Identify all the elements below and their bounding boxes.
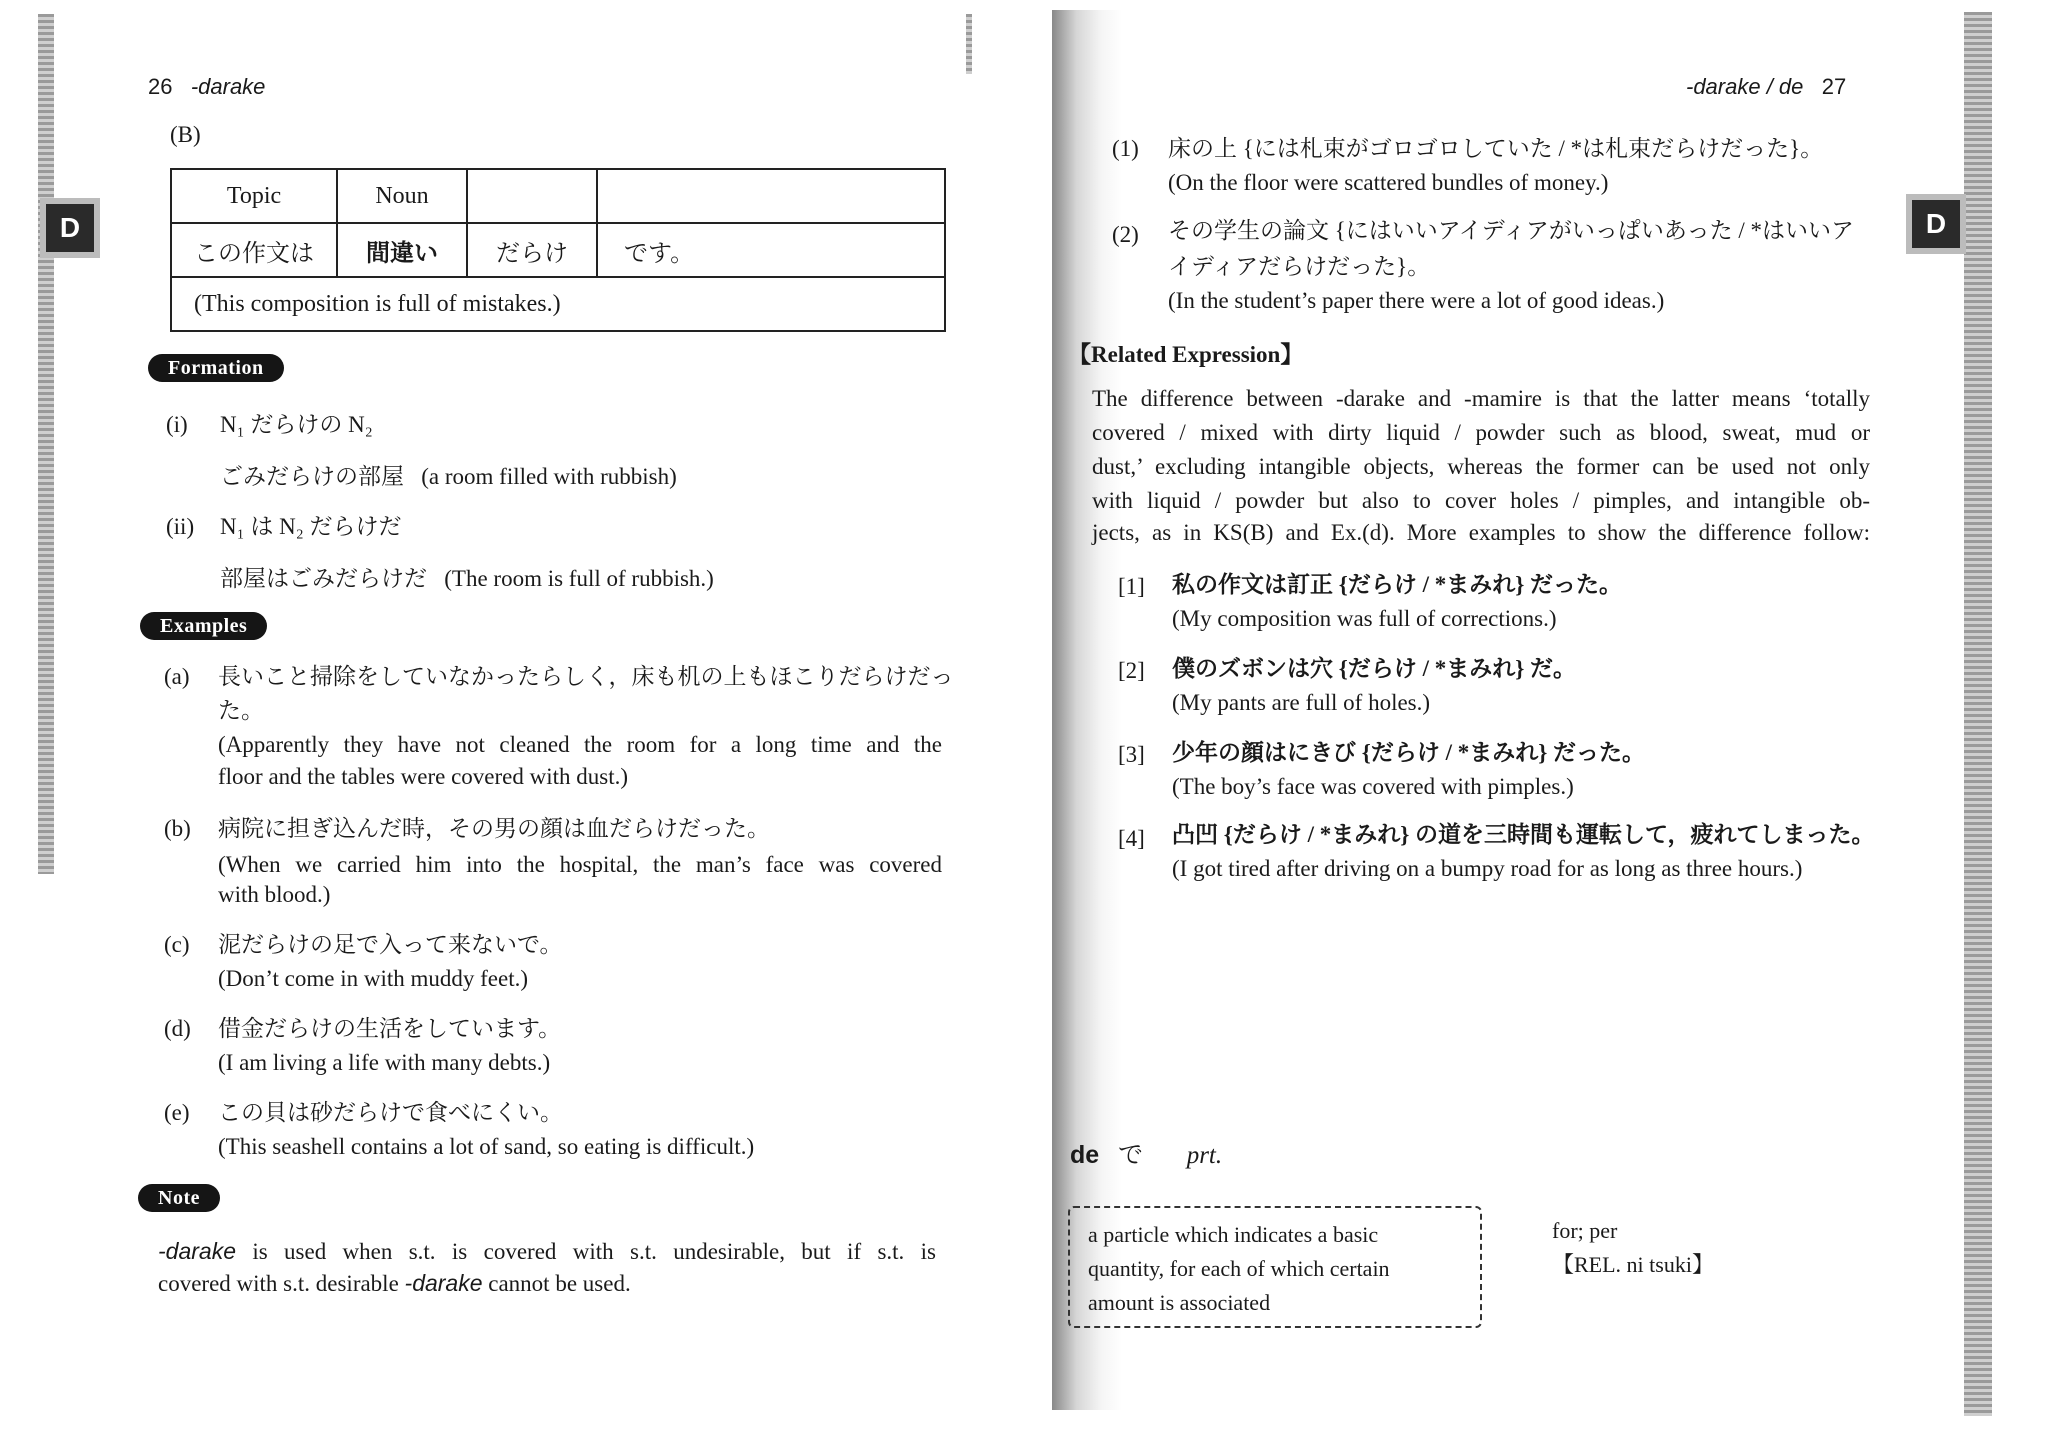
right-page-edge	[1964, 12, 1992, 1416]
entry-headword-line	[1070, 1140, 1222, 1171]
table-header-blank-2	[597, 169, 945, 223]
contrast-2-jp-line2: イディアだらけだった}。	[1168, 254, 1431, 279]
related-2-en: (My pants are full of holes.)	[1172, 690, 1431, 715]
definition-line-2: quantity, for each of which certain	[1088, 1256, 1390, 1281]
table-cell-topic: この作文は	[171, 223, 337, 277]
formation-example-gloss: (a room filled with rubbish)	[421, 464, 677, 489]
entry-headword: de	[1070, 1141, 1100, 1169]
related-num-3: [3]	[1118, 742, 1145, 767]
example-b-en-line2: with blood.)	[218, 882, 331, 907]
formation-num-2: (ii)	[166, 514, 195, 539]
example-a-en-line2: floor and the tables were covered with dust.)	[218, 764, 629, 789]
table-cell-noun: 間違い	[337, 223, 467, 277]
tab-letter: D	[1925, 208, 1947, 239]
page-number: 27	[1821, 74, 1847, 99]
formation-example-2	[220, 564, 714, 594]
related-line-1: The difference between -darake and -mamire is that the latter means ‘totally	[1092, 386, 1870, 411]
page-number: 26	[148, 74, 173, 99]
contrast-2-en: (In the student’s paper there were a lot of good ideas.)	[1168, 288, 1665, 313]
example-e-en: (This seashell contains a lot of sand, so eating is difficult.)	[218, 1134, 755, 1159]
formation-example-1	[220, 462, 677, 492]
formation-example-jp: ごみだらけの部屋	[220, 464, 404, 489]
contrast-num-1: (1)	[1112, 136, 1139, 161]
tab-letter: D	[59, 212, 81, 243]
table-header-noun: Noun	[337, 169, 467, 223]
related-3-en: (The boy’s face was covered with pimples.)	[1172, 774, 1574, 799]
note-text: is used when s.t. is covered with s.t. undesirable, but if s.t. is	[235, 1239, 936, 1264]
formation-example-gloss: (The room is full of rubbish.)	[444, 566, 714, 591]
example-e-jp: この貝は砂だらけで食べにくい。	[218, 1100, 563, 1125]
example-num-c: (c)	[164, 932, 190, 957]
example-d-en: (I am living a life with many debts.)	[218, 1050, 551, 1075]
section-b-label: (B)	[170, 122, 201, 147]
note-label: Note	[138, 1184, 220, 1212]
contrast-2-jp-line1: その学生の論文 {にはいいアイディアがいっぱいあった / *はいいア	[1168, 218, 1855, 243]
example-c-jp: 泥だらけの足で入って来ないで。	[218, 932, 563, 957]
related-4-en: (I got tired after driving on a bumpy road for as long as three hours.)	[1172, 856, 1803, 881]
related-num-1: [1]	[1118, 574, 1145, 599]
entry-kana: で	[1117, 1142, 1143, 1169]
related-1-en: (My composition was full of corrections.)	[1172, 606, 1557, 631]
example-a-jp-line1: 長いこと掃除をしていなかったらしく，床も机の上もほこりだらけだっ	[218, 664, 954, 689]
formation-pattern-2: N₁ は N₂ だらけだ	[220, 514, 402, 539]
left-running-head	[148, 74, 265, 100]
table-cell-desu: です。	[597, 223, 945, 277]
running-title: -darake / de	[1686, 74, 1804, 99]
contrast-1-jp: 床の上 {には札束がゴロゴロしていた / *は札束だらけだった}。	[1168, 136, 1824, 161]
note-term: -darake	[158, 1238, 236, 1264]
table-row	[171, 223, 945, 277]
table-header-topic: Topic	[171, 169, 337, 223]
example-b-jp: 病院に担ぎ込んだ時，その男の顔は血だらけだった。	[218, 816, 770, 841]
example-c-en: (Don’t come in with muddy feet.)	[218, 966, 529, 991]
contrast-num-2: (2)	[1112, 222, 1139, 247]
note-line-2	[158, 1268, 631, 1299]
center-left-edge	[966, 14, 972, 74]
table-translation: (This composition is full of mistakes.)	[171, 277, 945, 331]
example-num-e: (e)	[164, 1100, 190, 1125]
section-tab-d	[1906, 194, 1966, 254]
related-line-4: with liquid / powder but also to cover holes / pimples, and intangible ob-	[1092, 488, 1870, 513]
related-3-jp: 少年の顔はにきび {だらけ / *まみれ} だった。	[1172, 740, 1646, 765]
note-text: covered with s.t. desirable	[158, 1271, 405, 1296]
example-d-jp: 借金だらけの生活をしています。	[218, 1016, 562, 1041]
related-line-2: covered / mixed with dirty liquid / powder such as blood, sweat, mud or	[1092, 420, 1870, 445]
example-num-a: (a)	[164, 664, 190, 689]
example-b-en-line1: (When we carried him into the hospital, the man’s face was covered	[218, 852, 942, 877]
related-line-5: jects, as in KS(B) and Ex.(d). More examples to show the difference follow:	[1092, 520, 1870, 545]
definition-line-3: amount is associated	[1088, 1290, 1271, 1315]
related-4-jp: 凸凹 {だらけ / *まみれ} の道を三時間も運転して，疲れてしまった。	[1172, 822, 1875, 847]
related-1-jp: 私の作文は訂正 {だらけ / *まみれ} だった。	[1172, 572, 1623, 597]
formation-pattern-1: N₁ だらけの N₂	[220, 412, 373, 437]
example-a-en-line1: (Apparently they have not cleaned the room for a long time and the	[218, 732, 942, 757]
running-title: -darake	[190, 74, 266, 99]
entry-pos: prt.	[1186, 1142, 1223, 1169]
related-expression-heading: 【Related Expression】	[1068, 342, 1304, 367]
formation-label: Formation	[148, 354, 284, 382]
contrast-1-en: (On the floor were scattered bundles of money.)	[1168, 170, 1609, 195]
examples-label: Examples	[140, 612, 267, 640]
right-running-head	[1686, 74, 1846, 100]
example-a-jp-line2: た。	[218, 698, 264, 723]
example-num-d: (d)	[164, 1016, 191, 1041]
note-line-1	[158, 1236, 936, 1267]
entry-english: for; per	[1552, 1218, 1618, 1243]
table-cell-darake: だらけ	[467, 223, 597, 277]
definition-line-1: a particle which indicates a basic	[1088, 1222, 1379, 1247]
entry-related: 【REL. ni tsuki】	[1552, 1252, 1714, 1277]
key-sentence-table	[170, 168, 946, 332]
table-header-row	[171, 169, 945, 223]
related-2-jp: 僕のズボンは穴 {だらけ / *まみれ} だ。	[1172, 656, 1577, 681]
table-translation-row	[171, 277, 945, 331]
related-num-4: [4]	[1118, 826, 1145, 851]
formation-example-jp: 部屋はごみだらけだ	[220, 566, 427, 591]
entry-definition-box	[1068, 1206, 1482, 1328]
related-line-3: dust,’ excluding intangible objects, whereas the former can be used not only	[1092, 454, 1870, 479]
related-num-2: [2]	[1118, 658, 1145, 683]
example-num-b: (b)	[164, 816, 191, 841]
formation-num-1: (i)	[166, 412, 188, 437]
table-header-blank-1	[467, 169, 597, 223]
left-page-edge	[38, 14, 54, 874]
section-tab-d	[40, 198, 100, 258]
note-text: cannot be used.	[482, 1271, 631, 1296]
note-term: -darake	[404, 1270, 483, 1296]
